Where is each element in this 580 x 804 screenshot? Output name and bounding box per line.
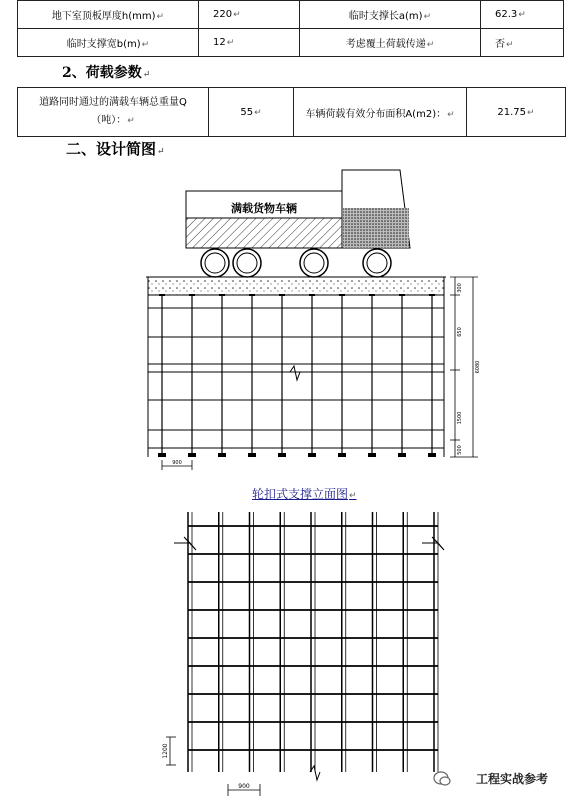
wheel-icon (300, 249, 328, 277)
table-cell: 道路同时通过的满载车辆总重量Q（吨）：↵ (18, 88, 209, 137)
table-row (18, 1, 564, 29)
diagram-caption: 轮扣式支撑立面图↵ (252, 487, 357, 501)
dim-500: 500 (457, 445, 463, 455)
table-cell: 220↵ (199, 1, 300, 29)
post-base (248, 453, 256, 457)
table-cell: 地下室顶板厚度h(mm)↵ (18, 1, 199, 29)
table-cell: 12↵ (199, 29, 300, 57)
post-base (158, 453, 166, 457)
dim-1200: 1200 (162, 743, 169, 759)
break-symbol-left (174, 537, 196, 550)
wheel-icon (233, 249, 261, 277)
wheel-icon (201, 249, 229, 277)
elevation-diagram (0, 160, 580, 466)
table-cell: 21.75↵ (467, 88, 566, 137)
post-base (428, 453, 436, 457)
truck-wheels (201, 249, 391, 277)
wechat-icon (432, 769, 452, 789)
watermark: 工程实战参考 (476, 772, 549, 786)
wheel-icon (363, 249, 391, 277)
dim-900: 900 (172, 460, 182, 466)
post-base (188, 453, 196, 457)
params-table-2 (17, 87, 566, 137)
break-symbol (290, 366, 300, 380)
scaffold-frame (148, 277, 444, 457)
dim-300: 300 (457, 283, 463, 293)
post-base (368, 453, 376, 457)
truck-cargo-hatch (186, 218, 342, 248)
dim-900: 900 (238, 783, 250, 790)
dim-6080: 6080 (475, 360, 481, 374)
break-symbol-right (422, 537, 444, 550)
table-cell: 临时支撑宽b(m)↵ (18, 29, 199, 57)
section-heading-design: 二、设计简图↵ (66, 140, 165, 158)
plan-grid-diagram (0, 510, 580, 804)
truck-label: 满载货物车辆 (231, 202, 297, 215)
table-row (18, 29, 564, 57)
post-base (338, 453, 346, 457)
section-heading-load: 2、荷载参数↵ (62, 65, 151, 81)
table-cell: 62.3↵ (481, 1, 564, 29)
post-base (218, 453, 226, 457)
post-base (398, 453, 406, 457)
dim-1500: 1500 (457, 411, 463, 425)
table-cell: 考虑覆土荷载传递↵ (300, 29, 481, 57)
post-base (308, 453, 316, 457)
dim-650: 650 (457, 327, 463, 337)
table-row (18, 88, 566, 137)
roof-slab (148, 277, 444, 295)
params-table-1 (17, 0, 564, 57)
vertical-dimension-lines (450, 277, 478, 457)
table-cell: 临时支撑长a(m)↵ (300, 1, 481, 29)
post-base (278, 453, 286, 457)
scaffold-grid (188, 512, 438, 772)
table-cell: 否↵ (481, 29, 564, 57)
table-cell: 55↵ (209, 88, 294, 137)
table-cell: 车辆荷载有效分布面积A(m2)：↵ (294, 88, 467, 137)
truck-cab-fill (343, 208, 409, 248)
